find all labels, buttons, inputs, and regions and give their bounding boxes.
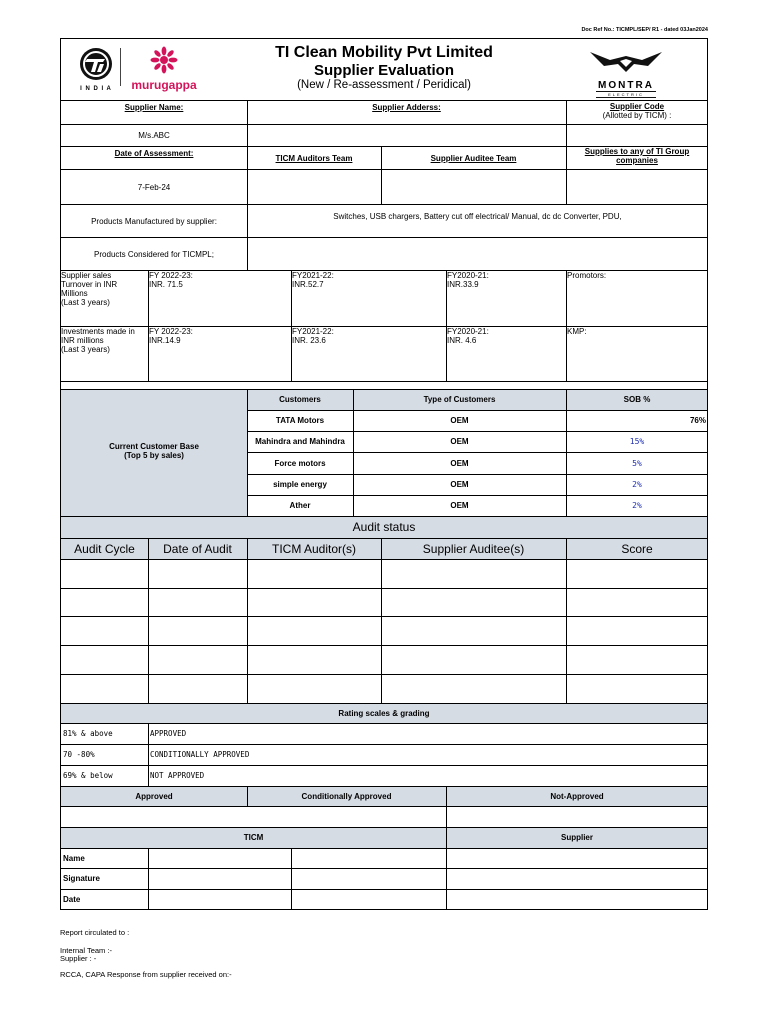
kmp-label: KMP: bbox=[567, 327, 587, 336]
supplier-name-label: Supplier Name: bbox=[124, 102, 184, 112]
customer-type[interactable]: OEM bbox=[450, 501, 469, 510]
report-circulated: Report circulated to : bbox=[60, 928, 130, 937]
supplier-auditee-label: Supplier Auditee Team bbox=[430, 153, 517, 163]
investments-label: Investments made in INR millions (Last 3 years) bbox=[61, 327, 135, 354]
customer-type[interactable]: OEM bbox=[450, 437, 469, 446]
customer-name[interactable]: simple energy bbox=[273, 480, 327, 489]
rating-grade: NOT APPROVED bbox=[150, 771, 205, 780]
montra-wing-icon bbox=[586, 48, 666, 76]
promotors-label: Promotors: bbox=[567, 271, 607, 280]
audit-cycle-header: Audit Cycle bbox=[74, 541, 135, 556]
products-value[interactable]: Switches, USB chargers, Battery cut off electrical/ Manual, dc dc Converter, PDU, bbox=[333, 211, 622, 221]
score-header: Score bbox=[621, 541, 653, 556]
rating-grade: APPROVED bbox=[150, 729, 187, 738]
considered-label: Products Considered for TICMPL; bbox=[94, 249, 214, 259]
customer-sob[interactable]: 15% bbox=[629, 437, 645, 446]
investments-fy2[interactable]: FY2021-22: INR. 23.6 bbox=[292, 327, 334, 345]
assessment-date-label: Date of Assessment: bbox=[114, 148, 194, 158]
ti-india-logo bbox=[76, 46, 116, 92]
customer-type[interactable]: OEM bbox=[450, 458, 469, 468]
customer-type-header: Type of Customers bbox=[423, 395, 496, 404]
ticm-signoff-header: TICM bbox=[243, 833, 264, 842]
assessment-date-value[interactable]: 7-Feb-24 bbox=[137, 182, 171, 192]
customer-sob[interactable]: 5% bbox=[632, 458, 642, 468]
ti-logo-sub: I N D I A bbox=[80, 86, 112, 92]
customer-sob[interactable]: 2% bbox=[632, 480, 642, 489]
ticm-auditors-label: TICM Auditors Team bbox=[275, 153, 353, 163]
signoff-signature-label: Signature bbox=[63, 874, 100, 883]
customer-name[interactable]: TATA Motors bbox=[275, 416, 325, 425]
approved-header: Approved bbox=[135, 791, 173, 801]
supplier-auditees-header: Supplier Auditee(s) bbox=[422, 541, 525, 556]
customer-base-label: Current Customer Base (Top 5 by sales) bbox=[109, 442, 199, 460]
supplier-signoff-header: Supplier bbox=[560, 833, 593, 842]
investments-fy1[interactable]: FY 2022-23: INR.14.9 bbox=[149, 327, 193, 345]
turnover-label: Supplier sales Turnover in INR Millions (Last 3 years) bbox=[61, 271, 118, 307]
supplier-address-label: Supplier Adderss: bbox=[372, 102, 441, 112]
rating-grade: CONDITIONALLY APPROVED bbox=[150, 750, 250, 759]
customer-name[interactable]: Mahindra and Mahindra bbox=[255, 437, 345, 446]
customer-name[interactable]: Force motors bbox=[274, 458, 326, 468]
form-subtitle: (New / Re-assessment / Peridical) bbox=[297, 79, 471, 91]
turnover-fy1[interactable]: FY 2022-23: INR. 71.5 bbox=[149, 271, 193, 289]
murugappa-logo bbox=[126, 45, 202, 91]
customers-header: Customers bbox=[279, 395, 321, 404]
murugappa-flower-icon bbox=[126, 45, 202, 75]
supplier-code-label: Supplier Code bbox=[609, 101, 665, 111]
customer-sob[interactable]: 2% bbox=[632, 501, 642, 510]
customer-sob[interactable]: 76% bbox=[689, 416, 706, 425]
turnover-fy3[interactable]: FY2020-21: INR.33.9 bbox=[447, 271, 489, 289]
signoff-date-label: Date bbox=[63, 895, 81, 904]
montra-sub: ELECTRIC bbox=[596, 91, 656, 98]
supplier-footer: Supplier : - bbox=[60, 954, 97, 963]
rating-scales-title: Rating scales & grading bbox=[338, 708, 430, 718]
doc-ref: Doc Ref No.: TICMPL/SEP/ R1 - dated 03Jan2024 bbox=[581, 27, 708, 33]
internal-team: Internal Team :- bbox=[60, 946, 112, 955]
montra-logo bbox=[586, 48, 666, 96]
rcca-capa-response: RCCA, CAPA Response from supplier received on:- bbox=[60, 970, 232, 979]
investments-fy3[interactable]: FY2020-21: INR. 4.6 bbox=[447, 327, 489, 345]
supplier-code-note: (Allotted by TICM) : bbox=[602, 110, 672, 120]
turnover-fy2[interactable]: FY2021-22: INR.52.7 bbox=[292, 271, 334, 289]
not-approved-header: Not-Approved bbox=[550, 791, 604, 801]
ti-group-supplies-label: Supplies to any of TI Group companies bbox=[584, 147, 690, 165]
signoff-name-label: Name bbox=[63, 853, 85, 863]
conditionally-approved-header: Conditionally Approved bbox=[301, 791, 392, 801]
montra-wordmark: MONTRA bbox=[598, 80, 654, 91]
company-name: TI Clean Mobility Pvt Limited bbox=[275, 44, 493, 61]
audit-date-header: Date of Audit bbox=[163, 541, 232, 556]
products-label: Products Manufactured by supplier: bbox=[91, 216, 217, 226]
rating-range: 69% & below bbox=[63, 771, 113, 780]
rating-range: 81% & above bbox=[63, 729, 113, 738]
customer-type[interactable]: OEM bbox=[450, 416, 469, 425]
customer-type[interactable]: OEM bbox=[450, 480, 469, 489]
form-title: Supplier Evaluation bbox=[313, 61, 455, 79]
sob-header: SOB % bbox=[623, 395, 651, 404]
rating-range: 70 -80% bbox=[63, 750, 95, 759]
audit-status-title: Audit status bbox=[352, 520, 416, 534]
murugappa-wordmark: murugappa bbox=[131, 78, 197, 92]
customer-name[interactable]: Ather bbox=[289, 501, 311, 510]
supplier-name-value[interactable]: M/s.ABC bbox=[138, 131, 170, 140]
ti-emblem-icon bbox=[76, 46, 116, 82]
ticm-auditors-header: TICM Auditor(s) bbox=[271, 541, 356, 556]
